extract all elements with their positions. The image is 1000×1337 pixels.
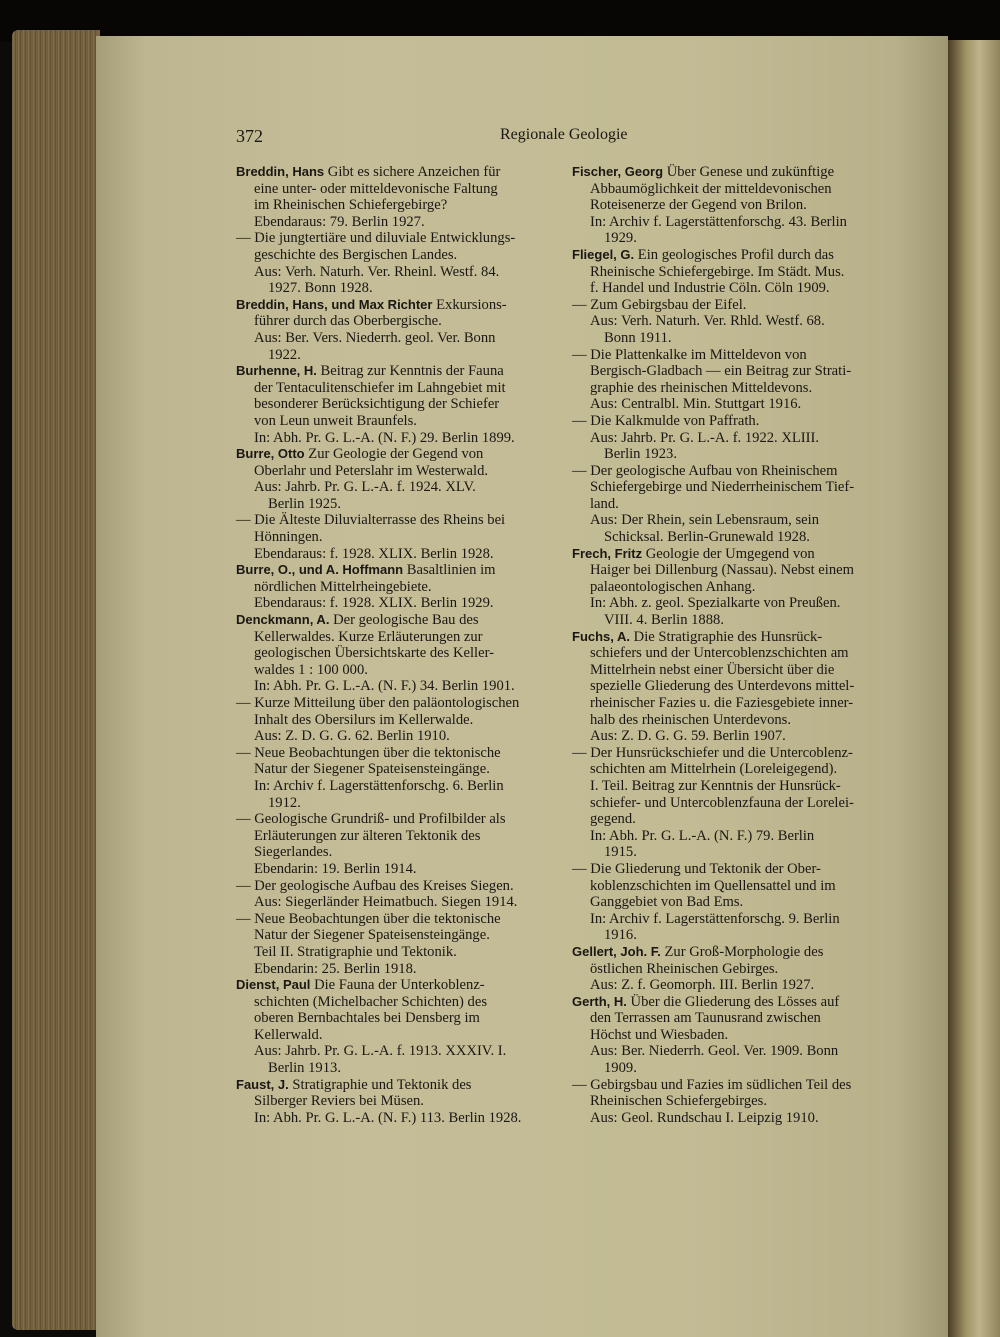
citation-text: von Leun unweit Braunfels. (254, 412, 417, 429)
bibliography-continuation-line (236, 247, 551, 264)
bibliography-continuation-line (572, 662, 887, 679)
citation-text: graphie des rheinischen Mitteldevons. (590, 379, 813, 396)
bibliography-continuation-line (236, 396, 551, 413)
bibliography-continuation-line (572, 496, 887, 513)
citation-text: oberen Bernbachtales bei Densberg im (254, 1010, 480, 1027)
bibliography-continuation-line (236, 264, 551, 281)
citation-text: halb des rheinischen Unterdevons. (590, 711, 792, 728)
bibliography-continuation-line (236, 181, 551, 198)
citation-text: schichten (Michelbacher Schichten) des (254, 993, 488, 1010)
bibliography-entry-line (572, 247, 887, 264)
citation-text: Gibt es sichere Anzeichen für (324, 164, 501, 180)
citation-text: Natur der Siegener Spateisensteingänge. (254, 927, 490, 944)
citation-text: Haiger bei Dillenburg (Nassau). Nebst einem (590, 562, 854, 579)
bibliography-continuation-line (572, 181, 887, 198)
bibliography-continuation-line (572, 1110, 887, 1127)
citation-text: Aus: Verh. Naturh. Ver. Rheinl. Westf. 84. (254, 263, 500, 280)
bibliography-continuation-line (236, 662, 551, 679)
citation-text: — Neue Beobachtungen über die tektonische (236, 910, 501, 927)
citation-text: Aus: Jahrb. Pr. G. L.-A. f. 1924. XLV. (254, 479, 476, 496)
bibliography-continuation-line (236, 629, 551, 646)
bibliography-column-left (236, 164, 551, 1126)
bibliography-continuation-line (572, 695, 887, 712)
bibliography-continuation-line (572, 430, 887, 447)
citation-text: östlichen Rheinischen Gebirges. (590, 960, 779, 977)
bibliography-continuation-line (572, 612, 887, 629)
author-name: Gellert, Joh. F. (572, 943, 661, 959)
citation-text: — Zum Gebirgsbau der Eifel. (572, 296, 747, 313)
citation-text: Beitrag zur Kenntnis der Fauna (316, 363, 504, 380)
bibliography-entry-line (572, 861, 887, 878)
citation-text: Die Fauna der Unterkoblenz- (310, 977, 485, 994)
citation-text: In: Abh. Pr. G. L.-A. (N. F.) 29. Berlin 1899. (254, 429, 515, 446)
bibliography-continuation-line (572, 894, 887, 911)
citation-text: In: Abh. Pr. G. L.-A. (N. F.) 113. Berlin 1928. (254, 1109, 522, 1126)
citation-text: Zur Groß-Morphologie des (660, 943, 824, 960)
bibliography-continuation-line (236, 994, 551, 1011)
bibliography-continuation-line (572, 1027, 887, 1044)
bibliography-entry-line (236, 446, 551, 463)
citation-text: Kellerwaldes. Kurze Erläuterungen zur (254, 628, 483, 645)
author-name: Burre, Otto (236, 446, 305, 462)
citation-text: Aus: Verh. Naturh. Ver. Rhld. Westf. 68. (590, 313, 825, 330)
citation-text: den Terrassen am Taunusrand zwischen (590, 1010, 821, 1027)
citation-text: Aus: Ber. Niederrh. Geol. Ver. 1909. Bonn (590, 1043, 839, 1060)
bibliography-entry-line (236, 878, 551, 895)
bibliography-continuation-line (572, 645, 887, 662)
bibliography-entry-line (572, 164, 887, 181)
bibliography-continuation-line (236, 330, 551, 347)
citation-text: führer durch das Oberbergische. (254, 313, 442, 330)
citation-text: 1912. (268, 794, 301, 811)
bibliography-entry-line (572, 297, 887, 314)
citation-text: Oberlahr und Peterslahr im Westerwald. (254, 462, 489, 479)
bibliography-continuation-line (572, 595, 887, 612)
author-name: Fliegel, G. (572, 246, 635, 262)
bibliography-continuation-line (572, 214, 887, 231)
bibliography-entry-line (236, 811, 551, 828)
citation-text: rheinischer Fazies u. die Faziesgebiete inner- (590, 695, 854, 711)
bibliography-continuation-line (572, 1043, 887, 1060)
citation-text: Natur der Siegener Spateisensteingänge. (254, 761, 490, 778)
author-name: Breddin, Hans (236, 164, 325, 179)
citation-text: im Rheinischen Schiefergebirge? (254, 197, 448, 214)
citation-text: — Die jungtertiäre und diluviale Entwicklungs- (236, 230, 516, 247)
bibliography-entry-line (572, 413, 887, 430)
citation-text: — Geologische Grundriß- und Profilbilder als (236, 811, 506, 828)
bibliography-continuation-line (572, 911, 887, 928)
bibliography-entry-line (572, 629, 887, 646)
bibliography-continuation-line (572, 579, 887, 596)
bibliography-continuation-line (236, 961, 551, 978)
bibliography-continuation-line (572, 363, 887, 380)
bibliography-continuation-line (572, 728, 887, 745)
citation-text: Schicksal. Berlin-Grunewald 1928. (604, 529, 810, 546)
citation-text: In: Archiv f. Lagerstättenforschg. 43. Berlin (590, 213, 847, 230)
citation-text: Exkursions- (432, 296, 507, 313)
citation-text: nördlichen Mittelrheingebiete. (254, 578, 432, 595)
page-number: 372 (236, 126, 263, 146)
citation-text: Stratigraphie und Tektonik des (288, 1076, 472, 1093)
bibliography-entry-line (572, 1077, 887, 1094)
citation-text: Silberger Reviers bei Müsen. (254, 1093, 424, 1110)
citation-text: Basaltlinien im (403, 562, 496, 579)
book-page-edges-left (12, 30, 100, 1330)
citation-text: Abbaumöglichkeit der mitteldevonischen (590, 180, 832, 197)
citation-text: Rheinischen Schiefergebirges. (590, 1093, 767, 1110)
bibliography-continuation-line (236, 579, 551, 596)
bibliography-entry-line (572, 546, 887, 563)
bibliography-continuation-line (236, 313, 551, 330)
bibliography-continuation-line (236, 463, 551, 480)
bibliography-continuation-line (236, 894, 551, 911)
bibliography-continuation-line (236, 927, 551, 944)
bibliography-continuation-line (572, 1010, 887, 1027)
citation-text: geschichte des Bergischen Landes. (254, 246, 458, 263)
citation-text: 1927. Bonn 1928. (268, 280, 373, 297)
bibliography-continuation-line (236, 944, 551, 961)
bibliography-continuation-line (572, 512, 887, 529)
citation-text: Ebendaraus: 79. Berlin 1927. (254, 213, 425, 230)
citation-text: Aus: Siegerländer Heimatbuch. Siegen 1914. (254, 894, 518, 911)
bibliography-continuation-line (236, 828, 551, 845)
bibliography-continuation-line (572, 795, 887, 812)
citation-text: koblenzschichten im Quellensattel und im (590, 877, 836, 894)
citation-text: eine unter- oder mitteldevonische Faltung (254, 180, 498, 197)
citation-text: VIII. 4. Berlin 1888. (604, 612, 724, 629)
citation-text: schiefer- und Untercoblenzfauna der Lorelei- (590, 794, 854, 811)
bibliography-continuation-line (572, 313, 887, 330)
citation-text: 1916. (604, 927, 637, 944)
bibliography-continuation-line (236, 380, 551, 397)
bibliography-continuation-line (572, 927, 887, 944)
citation-text: Geologie der Umgegend von (642, 545, 815, 562)
citation-text: — Neue Beobachtungen über die tektonische (236, 744, 501, 761)
citation-text: Bergisch-Gladbach — ein Beitrag zur Strati- (590, 363, 852, 380)
citation-text: — Der geologische Aufbau des Kreises Siegen. (236, 877, 514, 894)
citation-text: schiefers und der Untercoblenzschichten am (590, 645, 849, 662)
bibliography-continuation-line (572, 446, 887, 463)
citation-text: waldes 1 : 100 000. (254, 661, 368, 678)
bibliography-entry-line (572, 463, 887, 480)
bibliography-entry-line (236, 745, 551, 762)
citation-text: Aus: Z. D. G. G. 59. Berlin 1907. (590, 728, 786, 745)
bibliography-entry-line (236, 363, 551, 380)
citation-text: — Die Älteste Diluvialterrasse des Rheins bei (236, 512, 506, 529)
bibliography-continuation-line (572, 562, 887, 579)
citation-text: Teil II. Stratigraphie und Tektonik. (254, 943, 457, 960)
author-name: Dienst, Paul (236, 977, 311, 993)
citation-text: Berlin 1923. (604, 446, 677, 463)
citation-text: Erläuterungen zur älteren Tektonik des (254, 827, 481, 844)
citation-text: Kellerwald. (254, 1026, 323, 1043)
bibliography-continuation-line (236, 546, 551, 563)
bibliography-continuation-line (236, 280, 551, 297)
book-page-edges-right (948, 40, 1000, 1337)
citation-text: Roteisenerze der Gegend von Brilon. (590, 197, 807, 214)
bibliography-entry-line (236, 562, 551, 579)
author-name: Fischer, Georg (572, 164, 664, 179)
citation-text: In: Archiv f. Lagerstättenforschg. 9. Berlin (590, 910, 840, 927)
bibliography-continuation-line (572, 396, 887, 413)
bibliography-continuation-line (572, 230, 887, 247)
citation-text: Bonn 1911. (604, 329, 672, 346)
citation-text: spezielle Gliederung des Unterdevons mittel- (590, 678, 855, 695)
citation-text: Der geologische Bau des (329, 612, 479, 629)
running-head: Regionale Geologie (500, 126, 628, 143)
citation-text: I. Teil. Beitrag zur Kenntnis der Hunsrück- (590, 777, 841, 794)
bibliography-continuation-line (572, 678, 887, 695)
bibliography-continuation-line (572, 778, 887, 795)
bibliography-continuation-line (236, 678, 551, 695)
citation-text: Die Stratigraphie des Hunsrück- (630, 628, 823, 645)
bibliography-continuation-line (572, 761, 887, 778)
author-name: Burhenne, H. (236, 363, 317, 379)
citation-text: Hönningen. (254, 529, 323, 546)
citation-text: palaeontologischen Anhang. (590, 578, 756, 595)
citation-text: Schiefergebirge und Niederrheinischem Tief- (590, 479, 855, 496)
bibliography-continuation-line (236, 1027, 551, 1044)
bibliography-continuation-line (236, 347, 551, 364)
author-name: Denckmann, A. (236, 612, 330, 628)
bibliography-continuation-line (572, 1060, 887, 1077)
bibliography-continuation-line (236, 1010, 551, 1027)
citation-text: Zur Geologie der Gegend von (304, 446, 484, 463)
bibliography-entry-line (236, 911, 551, 928)
citation-text: In: Abh. Pr. G. L.-A. (N. F.) 34. Berlin 1901. (254, 678, 515, 695)
citation-text: Berlin 1913. (268, 1060, 341, 1077)
bibliography-continuation-line (236, 712, 551, 729)
citation-text: Inhalt des Obersilurs im Kellerwalde. (254, 711, 474, 728)
bibliography-continuation-line (236, 645, 551, 662)
citation-text: In: Abh. z. geol. Spezialkarte von Preußen. (590, 595, 841, 612)
bibliography-continuation-line (572, 380, 887, 397)
citation-text: der Tentaculitenschiefer im Lahngebiet mit (254, 379, 506, 396)
citation-text: Ein geologisches Profil durch das (634, 246, 834, 263)
citation-text: Aus: Jahrb. Pr. G. L.-A. f. 1913. XXXIV. I. (254, 1043, 507, 1060)
bibliography-entry-line (236, 1077, 551, 1094)
citation-text: — Die Plattenkalke im Mitteldevon von (572, 346, 807, 363)
bibliography-entry-line (236, 612, 551, 629)
citation-text: Siegerlandes. (254, 844, 333, 861)
citation-text: — Der Hunsrückschiefer und die Untercoblenz- (572, 744, 853, 761)
bibliography-entry-line (236, 164, 551, 181)
bibliography-entry-line (236, 297, 551, 314)
citation-text: — Die Gliederung und Tektonik der Ober- (572, 860, 821, 877)
bibliography-continuation-line (572, 280, 887, 297)
citation-text: Aus: Geol. Rundschau I. Leipzig 1910. (590, 1109, 819, 1126)
bibliography-continuation-line (572, 961, 887, 978)
citation-text: 1929. (604, 230, 637, 247)
citation-text: Ebendarin: 25. Berlin 1918. (254, 960, 417, 977)
citation-text: — Kurze Mitteilung über den paläontologischen (236, 695, 520, 711)
bibliography-entry-line (572, 944, 887, 961)
bibliography-entry-line (236, 695, 551, 712)
citation-text: Mittelrhein nebst einer Übersicht über die (590, 661, 835, 678)
citation-text: Ebendaraus: f. 1928. XLIX. Berlin 1928. (254, 545, 494, 562)
bibliography-continuation-line (572, 264, 887, 281)
bibliography-continuation-line (236, 1110, 551, 1127)
citation-text: f. Handel und Industrie Cöln. Cöln 1909. (590, 280, 830, 297)
bibliography-continuation-line (236, 430, 551, 447)
citation-text: Berlin 1925. (268, 495, 341, 512)
bibliography-continuation-line (236, 1060, 551, 1077)
bibliography-continuation-line (572, 878, 887, 895)
citation-text: — Gebirgsbau und Fazies im südlichen Teil des (572, 1076, 852, 1093)
author-name: Frech, Fritz (572, 545, 643, 561)
citation-text: geologischen Übersichtskarte des Keller- (254, 645, 495, 662)
bibliography-continuation-line (572, 977, 887, 994)
bibliography-continuation-line (236, 1093, 551, 1110)
bibliography-entry-line (572, 745, 887, 762)
bibliography-continuation-line (572, 330, 887, 347)
bibliography-entry-line (572, 994, 887, 1011)
citation-text: 1909. (604, 1060, 637, 1077)
citation-text: Aus: Jahrb. Pr. G. L.-A. f. 1922. XLIII. (590, 429, 820, 446)
bibliography-continuation-line (572, 828, 887, 845)
bibliography-continuation-line (236, 728, 551, 745)
bibliography-continuation-line (572, 529, 887, 546)
author-name: Burre, O., und A. Hoffmann (236, 562, 404, 578)
bibliography-continuation-line (236, 413, 551, 430)
bibliography-continuation-line (236, 197, 551, 214)
citation-text: Aus: Der Rhein, sein Lebensraum, sein (590, 512, 819, 529)
citation-text: schichten am Mittelrhein (Loreleigegend). (590, 761, 838, 778)
citation-text: Aus: Z. D. G. G. 62. Berlin 1910. (254, 728, 450, 745)
bibliography-continuation-line (236, 1043, 551, 1060)
citation-text: 1922. (268, 346, 301, 363)
citation-text: — Die Kalkmulde von Paffrath. (572, 412, 760, 429)
bibliography-continuation-line (572, 811, 887, 828)
bibliography-continuation-line (236, 861, 551, 878)
bibliography-entry-line (572, 347, 887, 364)
bibliography-entry-line (236, 977, 551, 994)
bibliography-continuation-line (236, 761, 551, 778)
bibliography-continuation-line (572, 712, 887, 729)
citation-text: land. (590, 495, 619, 512)
author-name: Faust, J. (236, 1076, 289, 1092)
bibliography-continuation-line (236, 844, 551, 861)
citation-text: besonderer Berücksichtigung der Schiefer (254, 396, 500, 413)
bibliography-continuation-line (236, 529, 551, 546)
author-name: Fuchs, A. (572, 628, 631, 644)
bibliography-continuation-line (572, 479, 887, 496)
citation-text: In: Archiv f. Lagerstättenforschg. 6. Berlin (254, 777, 504, 794)
citation-text: Aus: Ber. Vers. Niederrh. geol. Ver. Bonn (254, 329, 496, 346)
citation-text: Aus: Centralbl. Min. Stuttgart 1916. (590, 396, 802, 413)
bibliography-entry-line (236, 512, 551, 529)
bibliography-continuation-line (236, 214, 551, 231)
citation-text: 1915. (604, 844, 637, 861)
bibliography-entry-line (236, 230, 551, 247)
citation-text: Höchst und Wiesbaden. (590, 1026, 729, 1043)
citation-text: Rheinische Schiefergebirge. Im Städt. Mus. (590, 263, 845, 280)
citation-text: gegend. (590, 811, 636, 828)
citation-text: Ebendaraus: f. 1928. XLIX. Berlin 1929. (254, 595, 494, 612)
citation-text: — Der geologische Aufbau von Rheinischem (572, 462, 838, 479)
author-name: Gerth, H. (572, 993, 627, 1009)
author-name: Breddin, Hans, und Max Richter (236, 296, 433, 312)
bibliography-continuation-line (236, 496, 551, 513)
bibliography-continuation-line (572, 844, 887, 861)
citation-text: Ganggebiet von Bad Ems. (590, 894, 744, 911)
citation-text: Über Genese und zukünftige (663, 164, 835, 180)
bibliography-continuation-line (572, 197, 887, 214)
bibliography-continuation-line (236, 778, 551, 795)
bibliography-continuation-line (236, 795, 551, 812)
citation-text: Ebendarin: 19. Berlin 1914. (254, 860, 417, 877)
citation-text: In: Abh. Pr. G. L.-A. (N. F.) 79. Berlin (590, 827, 815, 844)
bibliography-continuation-line (572, 1093, 887, 1110)
citation-text: Über die Gliederung des Lösses auf (626, 993, 840, 1010)
bibliography-continuation-line (236, 595, 551, 612)
citation-text: Aus: Z. f. Geomorph. III. Berlin 1927. (590, 977, 815, 994)
bibliography-continuation-line (236, 479, 551, 496)
bibliography-column-right (572, 164, 887, 1126)
